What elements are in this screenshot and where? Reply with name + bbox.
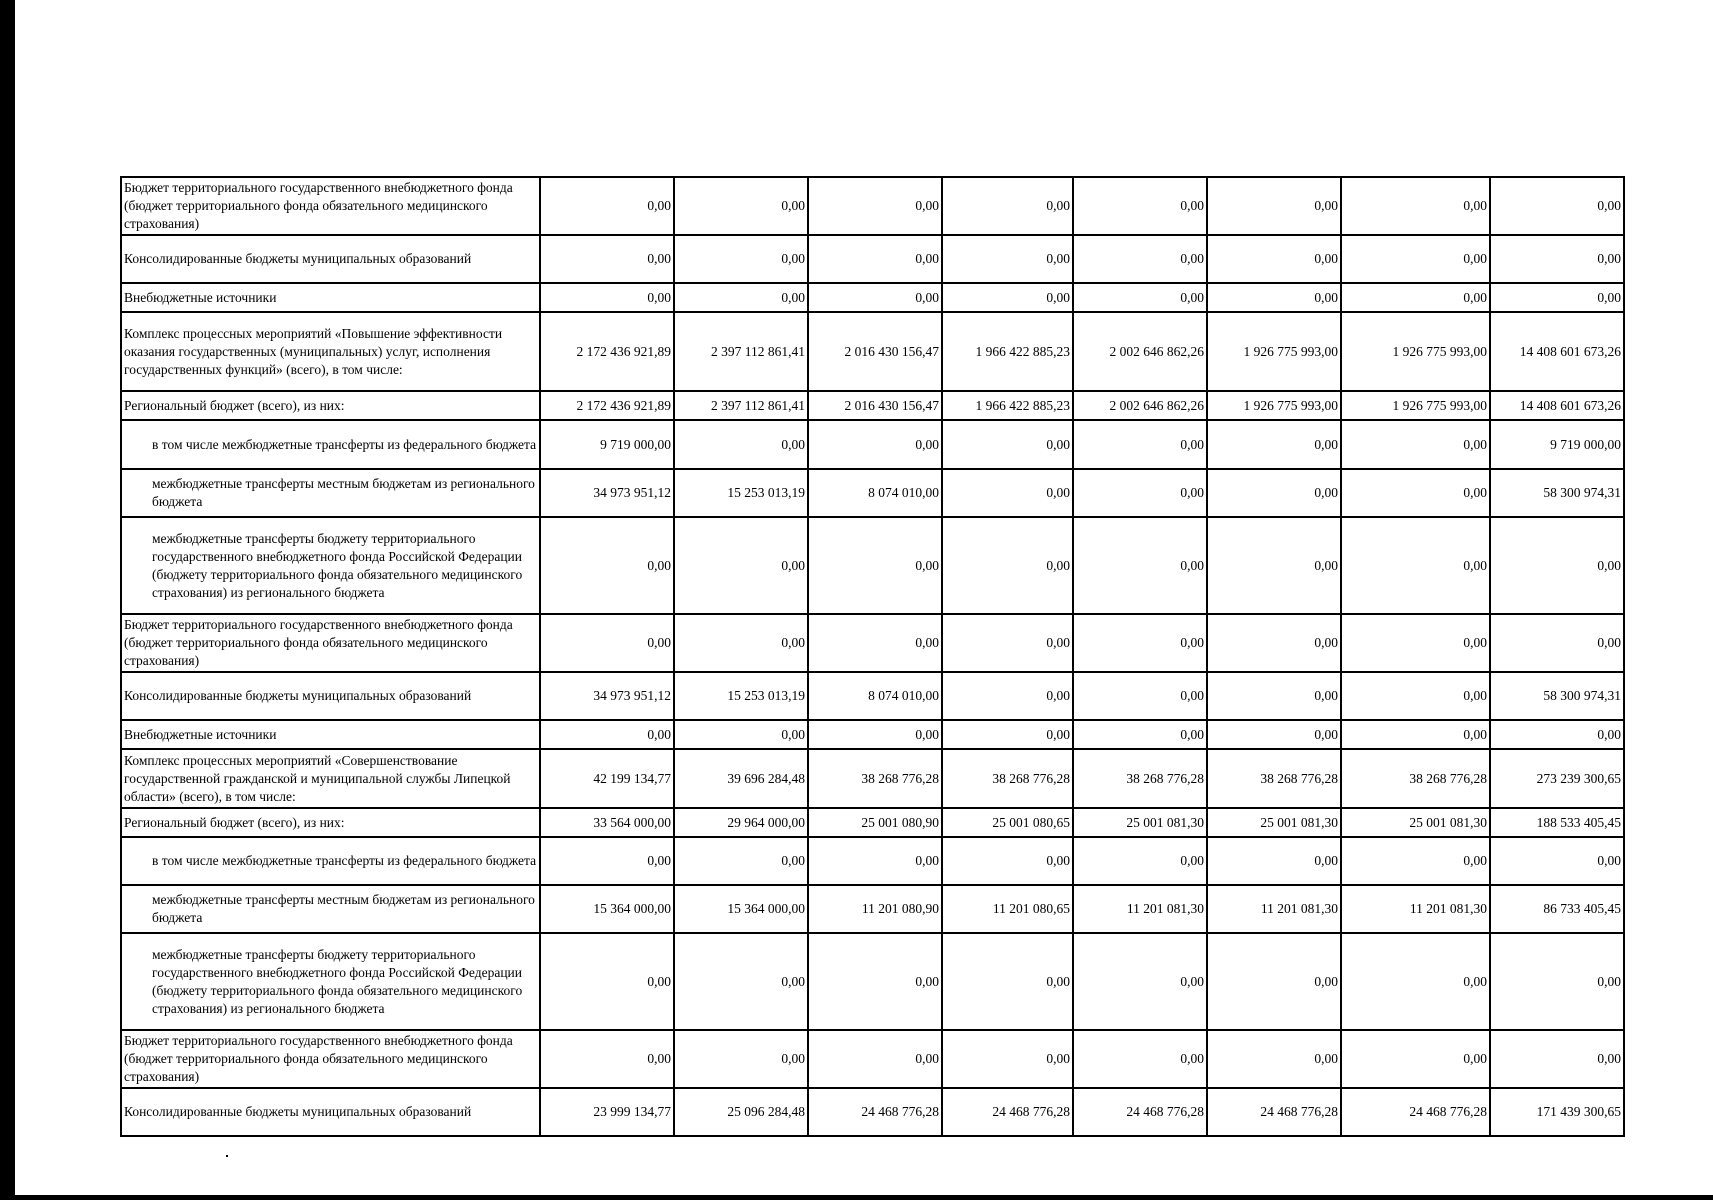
value-cell: 0,00: [942, 614, 1073, 672]
value-cell: 0,00: [1490, 177, 1624, 235]
value-cell: 0,00: [674, 614, 808, 672]
row-label: Комплекс процессных мероприятий «Совершенствование государственной гражданской и муниципальной службы Липецкой области» (всего), в том числе:: [121, 749, 540, 808]
value-cell: 273 239 300,65: [1490, 749, 1624, 808]
row-label: в том числе межбюджетные трансферты из федерального бюджета: [121, 837, 540, 885]
value-cell: 0,00: [1207, 672, 1341, 720]
value-cell: 0,00: [1207, 420, 1341, 469]
row-label: Бюджет территориального государственного внебюджетного фонда (бюджет территориального фонда обязательного медицинского страхования): [121, 614, 540, 672]
row-label: Внебюджетные источники: [121, 283, 540, 312]
value-cell: 0,00: [1490, 283, 1624, 312]
value-cell: 0,00: [808, 720, 942, 749]
value-cell: 171 439 300,65: [1490, 1088, 1624, 1136]
value-cell: 34 973 951,12: [540, 469, 674, 517]
value-cell: 38 268 776,28: [1073, 749, 1207, 808]
value-cell: 0,00: [1490, 614, 1624, 672]
value-cell: 0,00: [942, 837, 1073, 885]
value-cell: 11 201 080,90: [808, 885, 942, 933]
value-cell: 1 966 422 885,23: [942, 391, 1073, 420]
value-cell: 15 253 013,19: [674, 672, 808, 720]
value-cell: 0,00: [942, 672, 1073, 720]
value-cell: 0,00: [942, 420, 1073, 469]
value-cell: 0,00: [1341, 517, 1490, 614]
value-cell: 0,00: [1073, 614, 1207, 672]
value-cell: 58 300 974,31: [1490, 672, 1624, 720]
value-cell: 0,00: [1073, 420, 1207, 469]
value-cell: 2 016 430 156,47: [808, 391, 942, 420]
value-cell: 0,00: [1207, 614, 1341, 672]
value-cell: 33 564 000,00: [540, 808, 674, 837]
value-cell: 2 172 436 921,89: [540, 312, 674, 391]
row-label: межбюджетные трансферты местным бюджетам из регионального бюджета: [121, 469, 540, 517]
value-cell: 0,00: [1490, 235, 1624, 283]
value-cell: 0,00: [942, 469, 1073, 517]
table-row: [121, 837, 1624, 885]
value-cell: 38 268 776,28: [1341, 749, 1490, 808]
value-cell: 0,00: [808, 283, 942, 312]
value-cell: 14 408 601 673,26: [1490, 391, 1624, 420]
budget-table: [120, 176, 1625, 1137]
value-cell: 1 926 775 993,00: [1207, 312, 1341, 391]
row-label: Региональный бюджет (всего), из них:: [121, 808, 540, 837]
value-cell: 0,00: [1341, 720, 1490, 749]
table-row: [121, 420, 1624, 469]
value-cell: 0,00: [540, 235, 674, 283]
value-cell: 39 696 284,48: [674, 749, 808, 808]
value-cell: 1 966 422 885,23: [942, 312, 1073, 391]
table-row: [121, 469, 1624, 517]
value-cell: 0,00: [1073, 933, 1207, 1030]
value-cell: 24 468 776,28: [1341, 1088, 1490, 1136]
value-cell: 42 199 134,77: [540, 749, 674, 808]
value-cell: 0,00: [808, 517, 942, 614]
value-cell: 0,00: [540, 177, 674, 235]
value-cell: 8 074 010,00: [808, 672, 942, 720]
value-cell: 25 001 080,90: [808, 808, 942, 837]
value-cell: 0,00: [1073, 517, 1207, 614]
row-label: Комплекс процессных мероприятий «Повышение эффективности оказания государственных (муниципальных) услуг, исполнения государственных функций» (всего), в том числе:: [121, 312, 540, 391]
value-cell: 24 468 776,28: [1207, 1088, 1341, 1136]
value-cell: 0,00: [808, 933, 942, 1030]
value-cell: 0,00: [1341, 283, 1490, 312]
value-cell: 0,00: [942, 517, 1073, 614]
table-row: [121, 391, 1624, 420]
value-cell: 0,00: [674, 420, 808, 469]
value-cell: 0,00: [942, 177, 1073, 235]
value-cell: 15 364 000,00: [674, 885, 808, 933]
value-cell: 0,00: [942, 1030, 1073, 1088]
value-cell: 1 926 775 993,00: [1207, 391, 1341, 420]
row-label: Консолидированные бюджеты муниципальных образований: [121, 672, 540, 720]
value-cell: 0,00: [674, 933, 808, 1030]
value-cell: 2 172 436 921,89: [540, 391, 674, 420]
value-cell: 0,00: [1073, 283, 1207, 312]
row-label: межбюджетные трансферты бюджету территориального государственного внебюджетного фонда Российской Федерации (бюджету территориального фонда обязательного медицинского страхования) из регионального бюджета: [121, 517, 540, 614]
value-cell: 0,00: [1073, 672, 1207, 720]
value-cell: 0,00: [1490, 933, 1624, 1030]
table-row: [121, 177, 1624, 235]
value-cell: 2 002 646 862,26: [1073, 391, 1207, 420]
value-cell: 9 719 000,00: [1490, 420, 1624, 469]
value-cell: 2 397 112 861,41: [674, 312, 808, 391]
table-row: [121, 808, 1624, 837]
value-cell: 0,00: [1341, 420, 1490, 469]
value-cell: 0,00: [1490, 1030, 1624, 1088]
value-cell: 25 001 081,30: [1073, 808, 1207, 837]
value-cell: 86 733 405,45: [1490, 885, 1624, 933]
value-cell: 0,00: [942, 283, 1073, 312]
value-cell: 25 001 081,30: [1341, 808, 1490, 837]
value-cell: 0,00: [808, 614, 942, 672]
value-cell: 0,00: [1073, 469, 1207, 517]
value-cell: 2 397 112 861,41: [674, 391, 808, 420]
value-cell: 29 964 000,00: [674, 808, 808, 837]
table-row: [121, 235, 1624, 283]
value-cell: 38 268 776,28: [1207, 749, 1341, 808]
value-cell: 0,00: [540, 283, 674, 312]
value-cell: 0,00: [1073, 177, 1207, 235]
value-cell: 0,00: [1207, 1030, 1341, 1088]
value-cell: 0,00: [674, 517, 808, 614]
table-row: [121, 283, 1624, 312]
value-cell: 0,00: [1207, 517, 1341, 614]
value-cell: 0,00: [1207, 177, 1341, 235]
value-cell: 25 001 080,65: [942, 808, 1073, 837]
value-cell: 0,00: [1341, 235, 1490, 283]
value-cell: 38 268 776,28: [808, 749, 942, 808]
value-cell: 8 074 010,00: [808, 469, 942, 517]
value-cell: 0,00: [1073, 720, 1207, 749]
value-cell: 25 096 284,48: [674, 1088, 808, 1136]
table-row: [121, 1088, 1624, 1136]
value-cell: 24 468 776,28: [942, 1088, 1073, 1136]
value-cell: 0,00: [540, 837, 674, 885]
value-cell: 0,00: [674, 1030, 808, 1088]
value-cell: 15 253 013,19: [674, 469, 808, 517]
value-cell: 11 201 081,30: [1341, 885, 1490, 933]
value-cell: 23 999 134,77: [540, 1088, 674, 1136]
value-cell: 0,00: [942, 933, 1073, 1030]
value-cell: 0,00: [1341, 933, 1490, 1030]
value-cell: 2 016 430 156,47: [808, 312, 942, 391]
value-cell: 0,00: [1490, 720, 1624, 749]
value-cell: 1 926 775 993,00: [1341, 391, 1490, 420]
value-cell: 11 201 081,30: [1073, 885, 1207, 933]
value-cell: 0,00: [1207, 933, 1341, 1030]
value-cell: 0,00: [942, 720, 1073, 749]
value-cell: 0,00: [540, 517, 674, 614]
value-cell: 0,00: [1341, 837, 1490, 885]
row-label: Региональный бюджет (всего), из них:: [121, 391, 540, 420]
row-label: межбюджетные трансферты местным бюджетам из регионального бюджета: [121, 885, 540, 933]
value-cell: 11 201 080,65: [942, 885, 1073, 933]
value-cell: 25 001 081,30: [1207, 808, 1341, 837]
scan-speck: [226, 1155, 228, 1157]
value-cell: 0,00: [674, 235, 808, 283]
value-cell: 0,00: [808, 235, 942, 283]
table-body: [121, 177, 1624, 1136]
value-cell: 0,00: [540, 614, 674, 672]
value-cell: 0,00: [1073, 235, 1207, 283]
value-cell: 0,00: [1073, 1030, 1207, 1088]
value-cell: 24 468 776,28: [1073, 1088, 1207, 1136]
table-row: [121, 749, 1624, 808]
value-cell: 9 719 000,00: [540, 420, 674, 469]
value-cell: 0,00: [540, 933, 674, 1030]
value-cell: 0,00: [674, 837, 808, 885]
row-label: в том числе межбюджетные трансферты из федерального бюджета: [121, 420, 540, 469]
value-cell: 0,00: [1207, 469, 1341, 517]
row-label: Бюджет территориального государственного внебюджетного фонда (бюджет территориального фонда обязательного медицинского страхования): [121, 1030, 540, 1088]
value-cell: 38 268 776,28: [942, 749, 1073, 808]
value-cell: 2 002 646 862,26: [1073, 312, 1207, 391]
value-cell: 0,00: [1207, 720, 1341, 749]
value-cell: 0,00: [1341, 1030, 1490, 1088]
value-cell: 0,00: [540, 1030, 674, 1088]
value-cell: 0,00: [808, 1030, 942, 1088]
value-cell: 0,00: [674, 720, 808, 749]
row-label: Консолидированные бюджеты муниципальных образований: [121, 235, 540, 283]
value-cell: 0,00: [1341, 614, 1490, 672]
value-cell: 14 408 601 673,26: [1490, 312, 1624, 391]
value-cell: 0,00: [808, 420, 942, 469]
table-row: [121, 672, 1624, 720]
value-cell: 15 364 000,00: [540, 885, 674, 933]
value-cell: 24 468 776,28: [808, 1088, 942, 1136]
table-row: [121, 933, 1624, 1030]
row-label: Консолидированные бюджеты муниципальных образований: [121, 1088, 540, 1136]
value-cell: 1 926 775 993,00: [1341, 312, 1490, 391]
value-cell: 0,00: [674, 177, 808, 235]
value-cell: 11 201 081,30: [1207, 885, 1341, 933]
value-cell: 0,00: [942, 235, 1073, 283]
value-cell: 0,00: [808, 837, 942, 885]
value-cell: 34 973 951,12: [540, 672, 674, 720]
value-cell: 0,00: [808, 177, 942, 235]
table-row: [121, 885, 1624, 933]
value-cell: 0,00: [1207, 235, 1341, 283]
row-label: Внебюджетные источники: [121, 720, 540, 749]
value-cell: 0,00: [1341, 672, 1490, 720]
value-cell: 0,00: [1490, 837, 1624, 885]
table-row: [121, 1030, 1624, 1088]
table-row: [121, 312, 1624, 391]
value-cell: 0,00: [540, 720, 674, 749]
value-cell: 0,00: [1073, 837, 1207, 885]
table-row: [121, 720, 1624, 749]
value-cell: 0,00: [1207, 837, 1341, 885]
value-cell: 0,00: [1490, 517, 1624, 614]
value-cell: 0,00: [1341, 469, 1490, 517]
value-cell: 188 533 405,45: [1490, 808, 1624, 837]
value-cell: 0,00: [1341, 177, 1490, 235]
scan-border-bottom: [0, 1195, 1713, 1200]
row-label: межбюджетные трансферты бюджету территориального государственного внебюджетного фонда Российской Федерации (бюджету территориального фонда обязательного медицинского страхования) из регионального бюджета: [121, 933, 540, 1030]
value-cell: 0,00: [674, 283, 808, 312]
value-cell: 58 300 974,31: [1490, 469, 1624, 517]
row-label: Бюджет территориального государственного внебюджетного фонда (бюджет территориального фонда обязательного медицинского страхования): [121, 177, 540, 235]
scan-border-left: [0, 0, 15, 1200]
value-cell: 0,00: [1207, 283, 1341, 312]
table-row: [121, 517, 1624, 614]
table-row: [121, 614, 1624, 672]
